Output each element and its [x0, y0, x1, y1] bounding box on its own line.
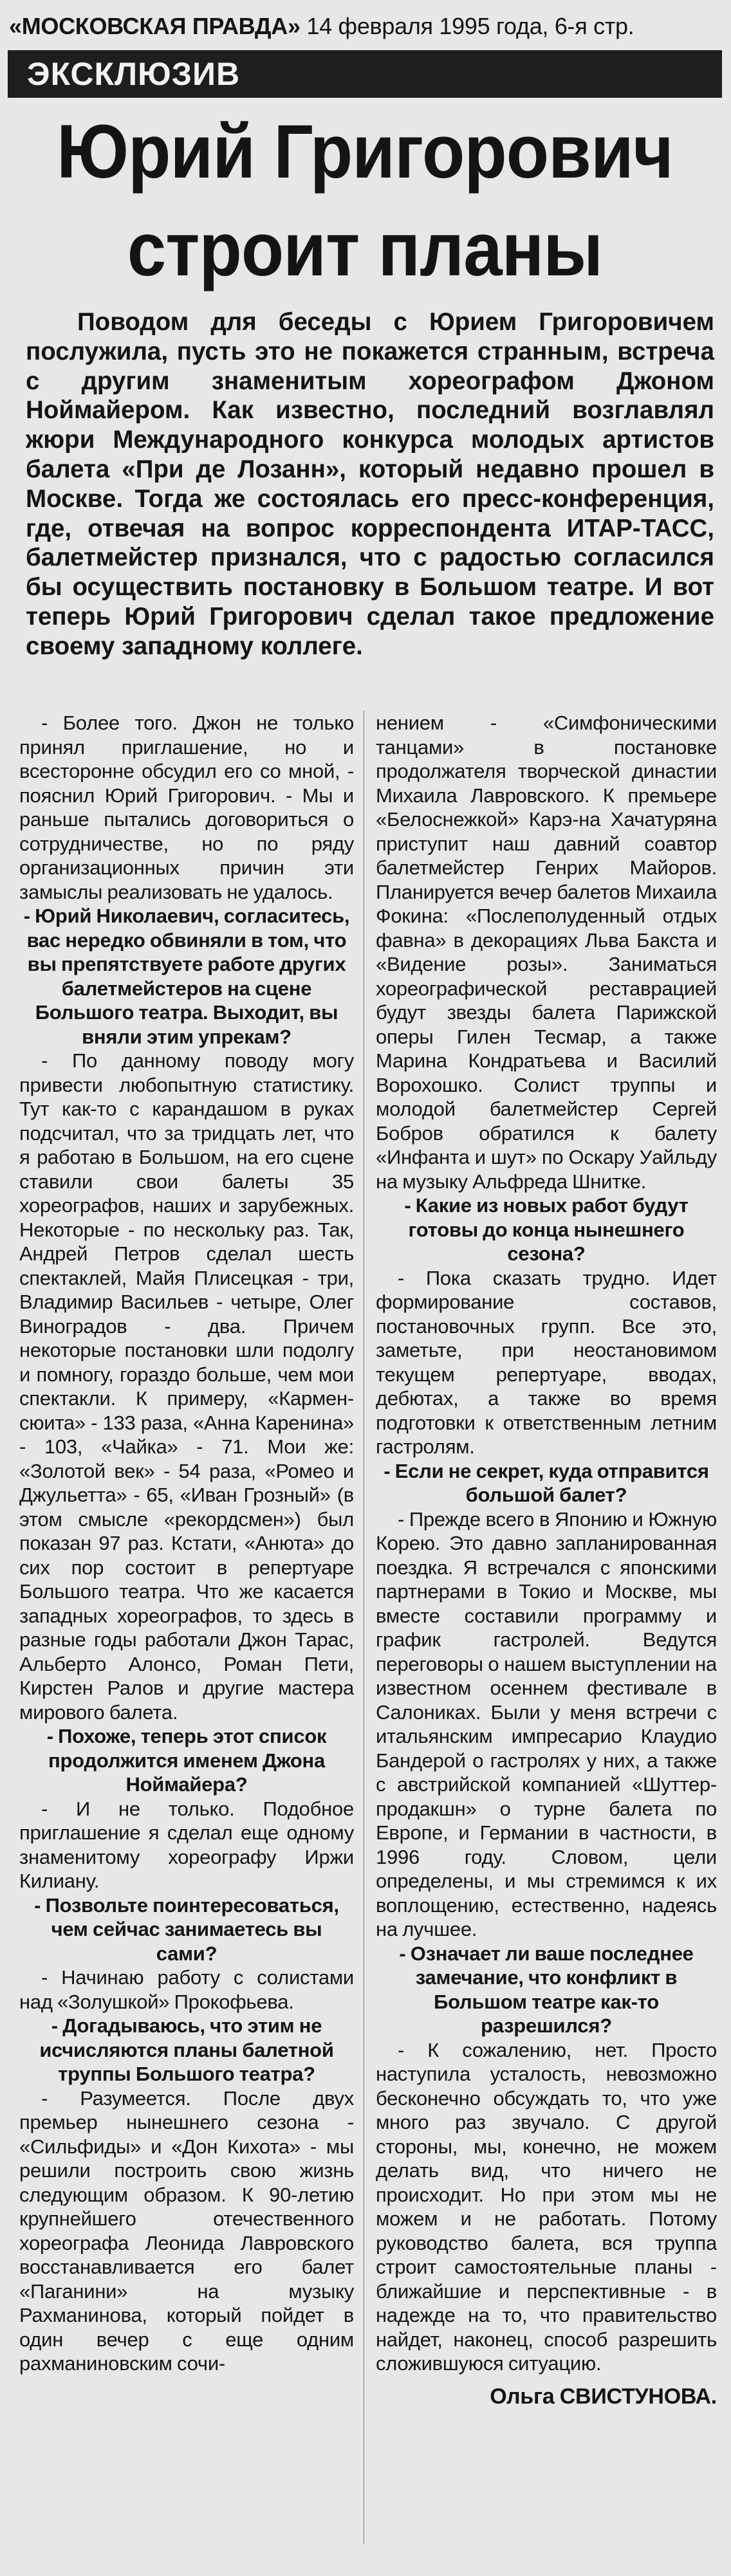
issue-date-page: 14 февраля 1995 года, 6-я стр.: [306, 13, 634, 39]
article-column-left: [19, 711, 354, 2499]
headline: [36, 103, 693, 302]
interview-question: - Юрий Николаевич, согласитесь, вас нередко обвиняли в том, что вы препятствуете работе других балетмейстеров на сцене Большого театра. Выходит, вы вняли этим упрекам?: [23, 905, 350, 1048]
article-column-right: [376, 711, 717, 2499]
publication-name: «МОСКОВСКАЯ ПРАВДА»: [9, 13, 301, 39]
interview-answer: - К сожалению, нет. Просто наступила усталость, невозможно бесконечно обсуждать то, что уже много раз звучало. С другой стороны, мы, конечно, не можем делать вид, что ничего не происходит. Но при этом мы не можем и не работать. Потому руководство балета, вся труппа строит самостоятельные планы - ближайшие и перспективные - в надежде на то, что правительство найдет, наконец, способ разрешить сложившуюся ситуацию.: [376, 2038, 717, 2375]
interview-answer: - Прежде всего в Японию и Южную Корею. Это давно запланированная поездка. Я встречался с японскими партнерами в Токио и Москве, мы вместе составили программу и график гастролей. Ведутся переговоры о нашем выступлении на известном осеннем фестивале в Салониках. Были у меня встречи с итальянским импресарио Клаудио Бандерой о гастролях у них, а также с австрийской компанией «Шуттер-продакшн» о турне балета по Европе, и Германии в частности, в 1996 году. Словом, цели определены, и мы стремимся к их воплощению, естественно, надеясь на лучшее.: [376, 1507, 717, 1940]
interview-answer: - Пока сказать трудно. Идет формирование составов, постановочных групп. Все это, заметьте, при неостановимом текущем репертуаре, вводах, дебютах, а также во время подготовки к ответственным летним гастролям.: [376, 1266, 717, 1458]
interview-question: - Какие из новых работ будут готовы до конца нынешнего сезона?: [404, 1194, 689, 1265]
author-signature: Ольга СВИСТУНОВА.: [490, 2384, 717, 2409]
interview-question: - Похоже, теперь этот список продолжится именем Джона Ноймайера?: [46, 1725, 327, 1796]
lead-text: Поводом для беседы с Юрием Григоровичем послужила, пусть это не покажется странным, встреча с другим знаменитым хореографом Джоном Ноймайером. Как известно, последний возглавлял жюри Международного конкурса молодых артистов балета «При де Лозанн», который недавно прошел в Москве. Тогда же состоялась его пресс-конференция, где, отвечая на вопрос корреспондента ИТАР-ТАСС, балетмейстер признался, что с радостью согласился бы осуществить постановку в Большом театре. И вот теперь Юрий Григорович сделал такое предложение своему западному коллеге.: [26, 308, 714, 660]
rubric-label: ЭКСКЛЮЗИВ: [27, 56, 241, 92]
interview-question: - Догадываюсь, что этим не исчисляются планы балетной труппы Большого театра?: [39, 2014, 334, 2085]
lead-paragraph: [26, 308, 714, 694]
interview-answer: - Более того. Джон не только принял приглашение, но и всесторонне обсудил его со мной, - пояснил Юрий Григорович. - Мы и раньше пытались договориться о сотрудничестве, но по ряду организационных причин эти замыслы реализовать не удалось.: [19, 712, 354, 903]
interview-answer: нением - «Симфоническими танцами» в постановке продолжателя творческой династии Михаила Лавровского. К премьере «Белоснежкой» Карэ-на Хачатуряна приступит наш давний соавтор балетмейстер Генрих Майоров. Планируется вечер балетов Михаила Фокина: «Послеполуденный отдых фавна» в декорациях Льва Бакста и «Видение розы». Заниматься хореографической реставрацией будут звезды балета Парижской оперы Гилен Тесмар, а также Марина Кондратьева и Василий Ворохошко. Солист труппы и молодой балетмейстер Сергей Бобров обратился к балету «Инфанта и шут» по Оскару Уайльду на музыку Альфреда Шнитке.: [376, 712, 717, 1193]
interview-question: - Позвольте поинтересоваться, чем сейчас занимаетесь вы сами?: [34, 1893, 339, 1965]
rubric-bar: [8, 50, 722, 98]
interview-answer: - Разумеется. После двух премьер нынешнего сезона - «Сильфиды» и «Дон Кихота» - мы решили построить свою жизнь следующим образом. К 90-летию крупнейшего отечественного хореографа Леонида Лавровского восстанавливается его балет «Паганини» на музыку Рахманинова, который пойдет в один вечер с еще одним рахманиновским сочи-: [19, 2086, 354, 2375]
interview-answer: - Начинаю работу с солистами над «Золушкой» Прокофьева.: [19, 1966, 354, 2013]
interview-answer: - По данному поводу могу привести любопытную статистику. Тут как-то с карандашом в руках подсчитал, что за тридцать лет, что я работаю в Большом, на его сцене ставили свои балеты 35 хореографов, наших и зарубежных. Некоторые - по нескольку раз. Так, Андрей Петров сделал шесть спектаклей, Майя Плисецкая - три, Владимир Васильев - четыре, Олег Виноградов - два. Причем некоторые постановки шли подолгу и помногу, гораздо больше, чем мои спектакли. К примеру, «Кармен-сюита» - 133 раза, «Анна Каренина» - 103, «Чайка» - 71. Мои же: «Золотой век» - 54 раза, «Ромео и Джульетта» - 65, «Иван Грозный» (в этом смысле «рекордсмен») был показан 97 раз. Кстати, «Анюта» до сих пор состоит в репертуаре Большого театра. Что же касается западных хореографов, то здесь в разные годы работали Джон Тарас, Альберто Алонсо, Роман Пети, Кирстен Ралов и другие мастера мирового балета.: [19, 1049, 354, 1724]
headline-line-1: Юрий Григорович: [57, 109, 673, 194]
headline-line-2: строит планы: [127, 207, 603, 292]
interview-answer: - И не только. Подобное приглашение я сделал еще одному знаменитому хореографу Иржи Килиану.: [19, 1797, 354, 1892]
interview-question: - Если не секрет, куда отправится большой балет?: [384, 1459, 709, 1506]
masthead: [9, 8, 722, 45]
interview-question: - Означает ли ваше последнее замечание, что конфликт в Большом театре как-то разрешился?: [399, 1942, 694, 2037]
